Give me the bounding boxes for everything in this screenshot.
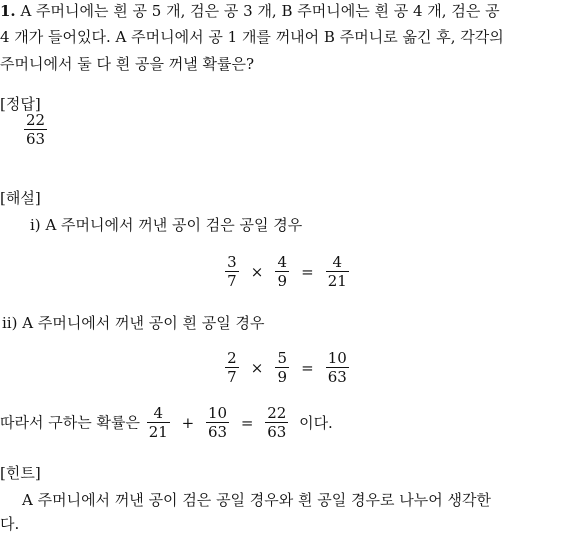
hint-label: [힌트] [0, 464, 41, 482]
case2-times: × [250, 358, 264, 377]
conclusion-f1-den: 21 [148, 423, 168, 441]
case2-result-den: 63 [327, 368, 347, 386]
case1-f1-num: 3 [227, 253, 237, 271]
case1-result-num: 4 [332, 253, 343, 271]
conclusion-equals: = [240, 413, 254, 432]
case2-f2-num: 5 [277, 349, 287, 367]
case1-marker: ⅰ) [30, 216, 41, 234]
conclusion-result-num: 22 [267, 404, 287, 422]
case1-heading [30, 215, 302, 235]
case1-result-den: 21 [327, 272, 347, 290]
case1-f2-den: 9 [277, 272, 287, 290]
conclusion-prefix: 따라서 구하는 확률은 [0, 413, 140, 432]
problem-line-1 [0, 1, 500, 21]
case2-result-num: 10 [327, 349, 347, 367]
case1-times: × [250, 262, 264, 281]
case1-f2-num: 4 [277, 253, 287, 271]
case2-heading [2, 313, 265, 333]
case1-equation [0, 254, 574, 289]
problem-line-2: 4 개가 들어있다. A 주머니에서 공 1 개를 꺼내어 B 주머니로 옮긴 후, 각각의 [0, 28, 504, 46]
case1-text: A 주머니에서 꺼낸 공이 검은 공일 경우 [45, 216, 303, 234]
conclusion-f2-den: 63 [207, 423, 228, 441]
conclusion-suffix: 이다. [299, 413, 333, 432]
answer-fraction [22, 112, 49, 147]
conclusion-f1-num: 4 [153, 404, 164, 422]
answer-denominator: 63 [26, 130, 46, 148]
case2-equation [0, 350, 574, 385]
problem-line-3: 주머니에서 둘 다 흰 공을 꺼낼 확률은? [0, 55, 255, 73]
case2-f1-den: 7 [227, 368, 237, 386]
conclusion-plus: + [181, 413, 195, 432]
hint-line-2: 다. [0, 515, 20, 533]
conclusion-f2-num: 10 [207, 404, 228, 422]
conclusion-result-den: 63 [267, 423, 287, 441]
case2-marker: ⅱ) [2, 314, 18, 332]
case2-equals: = [301, 358, 314, 377]
answer-numerator: 22 [26, 111, 46, 129]
case2-f2-den: 9 [277, 368, 287, 386]
hint-line-1: A 주머니에서 꺼낸 공이 검은 공일 경우와 흰 공일 경우로 나누어 생각한 [22, 491, 492, 509]
conclusion-line [0, 405, 333, 440]
case2-text: A 주머니에서 꺼낸 공이 흰 공일 경우 [22, 314, 265, 332]
problem-text-1: A 주머니에는 흰 공 5 개, 검은 공 3 개, B 주머니에는 흰 공 4 개, 검은 공 [20, 2, 500, 20]
case1-f1-den: 7 [227, 272, 237, 290]
answer-label: [정답] [0, 95, 41, 113]
case1-equals: = [301, 262, 314, 281]
solution-label: [해설] [0, 189, 41, 207]
case2-f1-num: 2 [227, 349, 237, 367]
problem-number: 1. [0, 2, 16, 20]
